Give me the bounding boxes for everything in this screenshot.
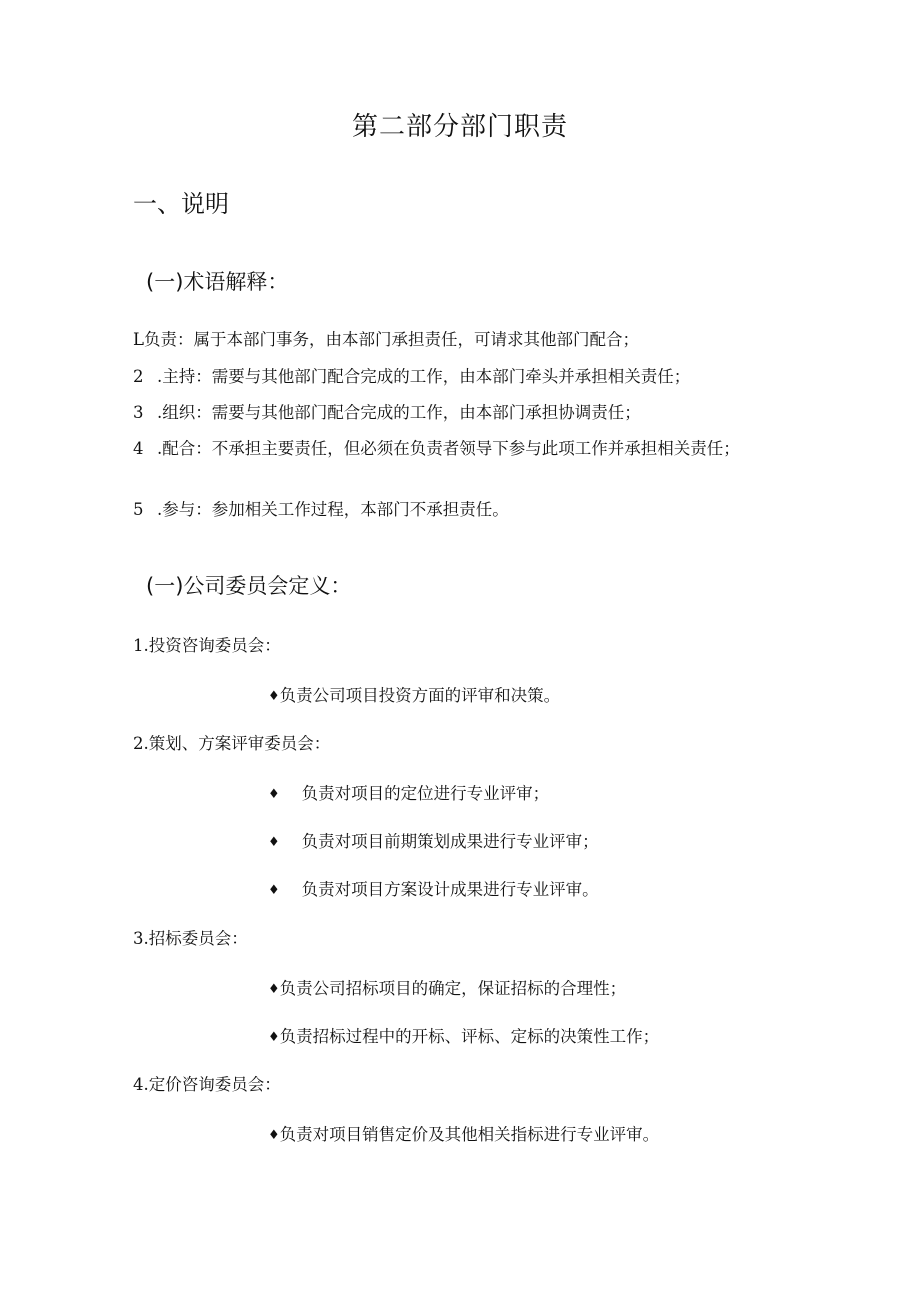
term-number: 3 (133, 403, 144, 422)
committee-1-duty-1 (268, 682, 560, 706)
duty-text: 负责对项目方案设计成果进行专业评审。 (301, 880, 599, 899)
committee-name-1: 1.投资咨询委员会： (133, 636, 281, 655)
term-item-5 (133, 497, 509, 523)
duty-text: 负责招标过程中的开标、评标、定标的决策性工作； (279, 1027, 660, 1046)
duty-text: 负责对项目销售定价及其他相关指标进行专业评审。 (279, 1125, 660, 1144)
term-number: 5 (133, 500, 144, 519)
term-item-3 (133, 400, 641, 426)
term-text: 负责：属于本部门事务，由本部门承担责任，可请求其他部门配合； (143, 330, 639, 349)
committee-3-duty-1 (268, 975, 626, 999)
section-heading-explanation: 一、说明 (133, 190, 229, 218)
term-item-1 (133, 327, 639, 353)
diamond-bullet-icon: ♦ (268, 982, 280, 997)
duty-text: 负责公司项目投资方面的评审和决策。 (279, 686, 561, 705)
committee-3-duty-2 (268, 1023, 659, 1047)
committee-4-duty-1 (268, 1121, 659, 1145)
duty-text: 负责对项目的定位进行专业评审； (301, 784, 550, 803)
committee-name-3: 3.招标委员会： (133, 929, 248, 948)
subsection-heading-terms: (一)术语解释： (146, 270, 289, 294)
committee-name-4: 4.定价咨询委员会： (133, 1075, 281, 1094)
diamond-bullet-icon: ♦ (268, 883, 280, 898)
term-text: .主持：需要与其他部门配合完成的工作，由本部门牵头并承担相关责任； (157, 367, 691, 386)
duty-text: 负责公司招标项目的确定，保证招标的合理性； (279, 979, 627, 998)
diamond-bullet-icon: ♦ (268, 1030, 280, 1045)
term-text: .配合：不承担主要责任，但必须在负责者领导下参与此项工作并承担相关责任； (157, 439, 740, 458)
term-text: .参与：参加相关工作过程，本部门不承担责任。 (157, 500, 509, 519)
duty-text: 负责对项目前期策划成果进行专业评审； (301, 832, 599, 851)
committee-2-duty-3 (268, 876, 599, 900)
diamond-bullet-icon: ♦ (268, 835, 280, 850)
term-item-2 (133, 364, 690, 390)
term-number: 2 (133, 367, 144, 386)
committee-name-2: 2.策划、方案评审委员会： (133, 734, 331, 753)
subsection-heading-committees: (一)公司委员会定义： (146, 574, 352, 598)
committee-2-duty-1 (268, 780, 549, 804)
term-number: L (133, 330, 144, 349)
page-title: 第二部分部门职责 (351, 112, 568, 142)
committee-2-duty-2 (268, 828, 599, 852)
term-number: 4 (133, 439, 144, 458)
diamond-bullet-icon: ♦ (268, 689, 280, 704)
diamond-bullet-icon: ♦ (268, 787, 280, 802)
term-text: .组织：需要与其他部门配合完成的工作，由本部门承担协调责任； (157, 403, 641, 422)
term-item-4 (133, 436, 783, 462)
diamond-bullet-icon: ♦ (268, 1128, 280, 1143)
